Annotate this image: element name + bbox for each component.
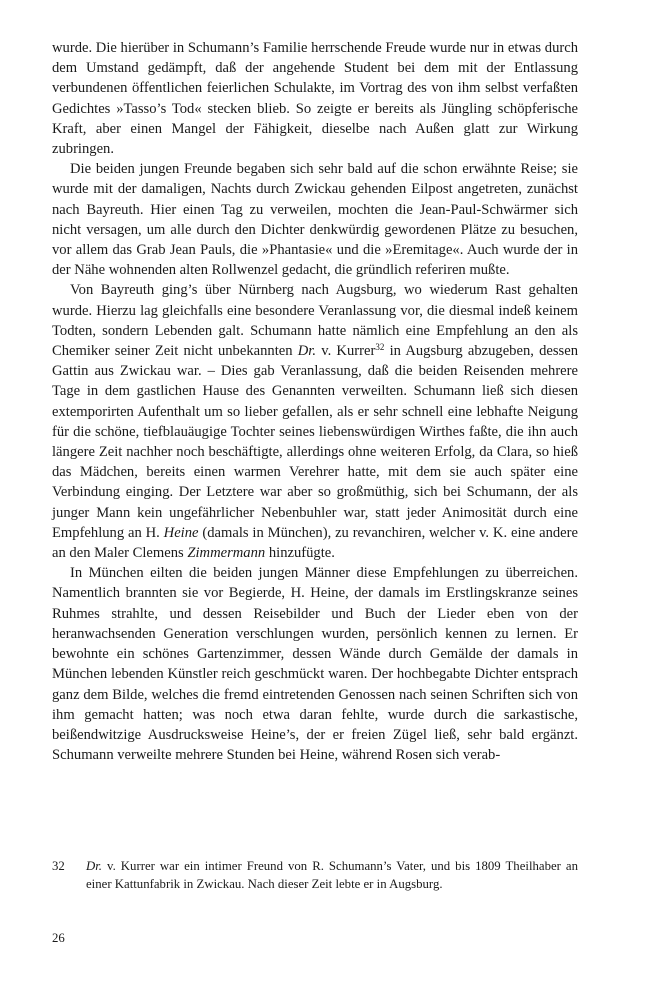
footnote-reference: 32 <box>375 342 385 353</box>
paragraph-1: wurde. Die hierüber in Schumann’s Familie herrschende Freude wurde nur in etwas durch dem Umstand gedämpft, daß der angehende Student bei dem mit der Entlassung verbundenen öffentlichen feierlichen Schulakte, im Vortrag des von ihm selbst verfaßten Gedichtes »Tasso’s Tod« stecken blieb. So zeigte er bereits als Jüngling schöpferische Kraft, aber einen Mangel der Fähigkeit, dieselbe nach Außen glatt zur Wirkung zubringen. <box>52 40 578 158</box>
paragraph-4: In München eilten die beiden jungen Männer diese Empfehlungen zu überreichen. Namentlich brannten sie vor Begierde, H. Heine, der damals im Erstlingskranze seines Ruhmes strahlte, und dessen Reisebilder und Buch der Lieder eben von der heranwachsenden Generation verschlungen wurden, persönlich kennen zu lernen. Er bewohnte ein schönes Gartenzimmer, dessen Wände durch Gemälde der damals in München lebenden Künstler reich geschmückt waren. Der hochbegabte Dichter entsprach ganz dem Bilde, welches die fremd eintretenden Genossen nach seinen Schriften sich von ihm gemacht hatten; was noch etwa daran fehlte, wurde durch die sarkastische, beißendwitzige Ausdrucksweise Heine’s, der er freien Zügel ließ, sehr bald ergänzt. Schumann verweilte mehrere Stunden bei Heine, während Rosen sich verab- <box>52 565 578 764</box>
dr-abbreviation: Dr. <box>297 343 316 360</box>
page-number: 26 <box>52 931 65 945</box>
paragraph-3-part-e: hinzufügte. <box>265 545 335 562</box>
paragraph-3-part-d: (damals in München), zu revanchiren, welcher v. K. eine andere an den Maler Clemens <box>52 524 578 562</box>
paragraph-3-part-a: Von Bayreuth ging’s über Nürnberg nach Augsburg, wo wiederum Rast gehalten wurde. Hierzu lag gleichfalls eine besondere Veranlassung vor, die diesmal indeß keinem Todten, sondern Lebenden galt. Schumann hatte nämlich eine Empfehlung an den als Chemiker seiner Zeit nicht unbekannten <box>52 282 578 360</box>
body-text <box>52 38 578 765</box>
footnote-text <box>86 857 578 893</box>
name-heine: Heine <box>163 524 199 541</box>
footnote <box>52 857 578 893</box>
paragraph-3-part-c: in Augsburg abzugeben, dessen Gattin aus Zwickau war. – Dies gab Veranlassung, daß die beiden Reisenden mehrere Tage in dem gastlichen Hause des Genannten verweilten. Schumann ließ sich diesen extemporirten Aufenthalt um so lieber gefallen, als er sehr schnell eine lebhafte Neigung für die schöne, tiefblauäugige Tochter seines liebenswürdigen Wirthes faßte, die ihn auch längere Zeit nachher noch beschäftigte, allerdings ohne weiteren Erfolg, da Clara, so hieß das Mädchen, bereits einen warmen Verehrer hatte, mit dem sie auch später eine Verbindung einging. Der Letztere war aber so großmüthig, sich bei Schumann, der als junger Mann kein ungefährlicher Nebenbuhler war, statt jeder Animosität durch eine Empfehlung an H. <box>52 343 579 541</box>
paragraph-3 <box>52 280 578 563</box>
footnote-body: v. Kurrer war ein intimer Freund von R. Schumann’s Vater, und bis 1809 Theilhaber an einer Kattunfabrik in Zwickau. Nach dieser Zeit lebte er in Augsburg. <box>86 859 578 891</box>
footnote-number: 32 <box>52 859 65 873</box>
paragraph-2: Die beiden jungen Freunde begaben sich sehr bald auf die schon erwähnte Reise; sie wurde mit der damaligen, Nachts durch Zwickau gehenden Eilpost angetreten, zunächst nach Bayreuth. Hier einen Tag zu verweilen, mochten die Jean-Paul-Schwärmer sich nicht versagen, um alle durch den Dichter denkwürdig gewordenen Plätze zu besuchen, vor allem das Grab Jean Pauls, die »Phantasie« und die »Eremitage«. Auch wurde der in der Nähe wohnenden alten Rollwenzel gedacht, die gründlich referiren mußte. <box>52 161 578 279</box>
footnote-dr: Dr. <box>86 859 103 873</box>
name-zimmermann: Zimmermann <box>187 545 266 562</box>
paragraph-3-part-b: v. Kurrer <box>316 343 376 360</box>
